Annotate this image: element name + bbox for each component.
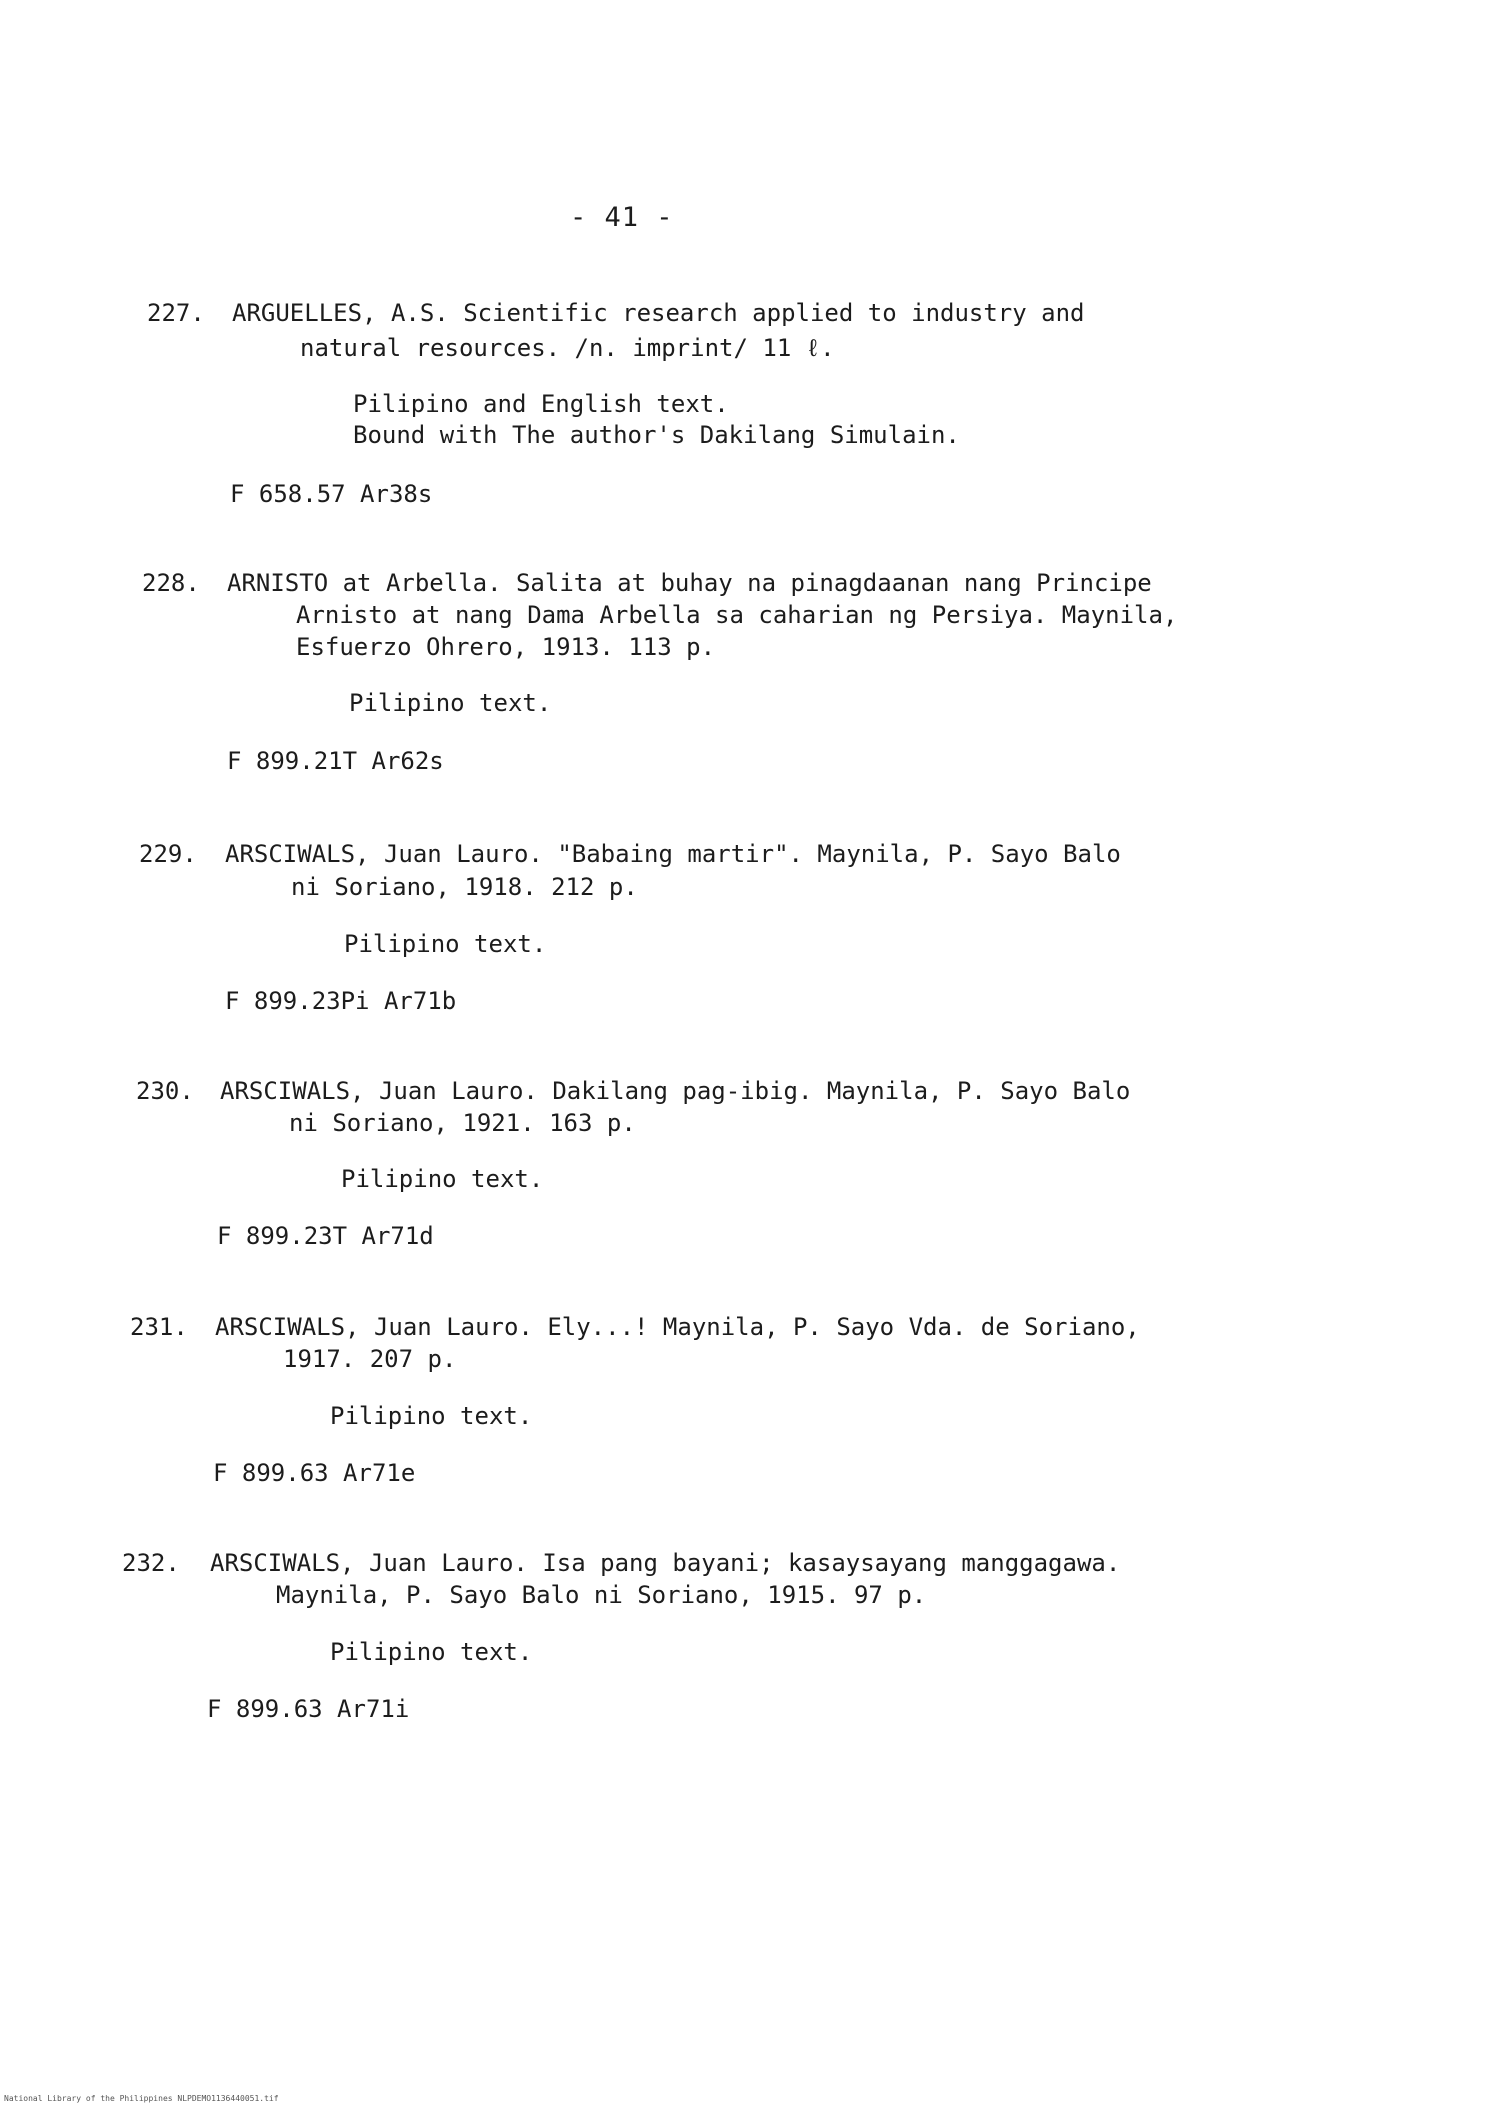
call-number: F 899.63 Ar71i xyxy=(207,1695,410,1723)
entry-number: 230. xyxy=(136,1077,194,1105)
entry-note: Pilipino text. xyxy=(330,1638,533,1666)
entry-note: Pilipino text. xyxy=(344,930,547,958)
call-number: F 899.23Pi Ar71b xyxy=(225,987,457,1015)
entry-note: Pilipino text. xyxy=(341,1165,544,1193)
scan-footer: National Library of the Philippines NLPDEMO1136440051.tif xyxy=(4,2094,279,2103)
entry-number: 232. xyxy=(122,1549,180,1577)
call-number: F 899.23T Ar71d xyxy=(217,1222,434,1250)
entry-line: ARSCIWALS, Juan Lauro. "Babaing martir". Maynila, P. Sayo Balo xyxy=(225,840,1121,868)
entry-number: 231. xyxy=(130,1313,188,1341)
call-number: F 899.63 Ar71e xyxy=(213,1459,416,1487)
call-number: F 899.21T Ar62s xyxy=(227,747,444,775)
entry-line: ARSCIWALS, Juan Lauro. Isa pang bayani; kasaysayang manggagawa. xyxy=(210,1549,1121,1577)
entry-number: 229. xyxy=(139,840,197,868)
entry-note: Bound with The author's Dakilang Simulain. xyxy=(353,421,960,449)
entry-number: 227. xyxy=(147,299,205,327)
entry-line: ARNISTO at Arbella. Salita at buhay na pinagdaanan nang Principe xyxy=(227,569,1152,597)
entry-line: Esfuerzo Ohrero, 1913. 113 p. xyxy=(296,633,716,661)
entry-line: Maynila, P. Sayo Balo ni Soriano, 1915. 97 p. xyxy=(276,1581,927,1609)
call-number: F 658.57 Ar38s xyxy=(230,480,433,508)
entry-line: ARGUELLES, A.S. Scientific research applied to industry and xyxy=(232,299,1085,327)
entry-line: natural resources. /n. imprint/ 11 ℓ. xyxy=(300,334,835,362)
entry-line: ARSCIWALS, Juan Lauro. Dakilang pag-ibig. Maynila, P. Sayo Balo xyxy=(220,1077,1131,1105)
entry-line: ni Soriano, 1918. 212 p. xyxy=(291,873,638,901)
entry-note: Pilipino and English text. xyxy=(353,390,729,418)
entry-line: ni Soriano, 1921. 163 p. xyxy=(289,1109,636,1137)
entry-note: Pilipino text. xyxy=(330,1402,533,1430)
entry-note: Pilipino text. xyxy=(349,689,552,717)
entry-number: 228. xyxy=(142,569,200,597)
entry-line: Arnisto at nang Dama Arbella sa caharian ng Persiya. Maynila, xyxy=(296,601,1178,629)
entry-line: ARSCIWALS, Juan Lauro. Ely...! Maynila, P. Sayo Vda. de Soriano, xyxy=(215,1313,1140,1341)
page-number: - 41 - xyxy=(570,202,674,233)
entry-line: 1917. 207 p. xyxy=(283,1345,457,1373)
